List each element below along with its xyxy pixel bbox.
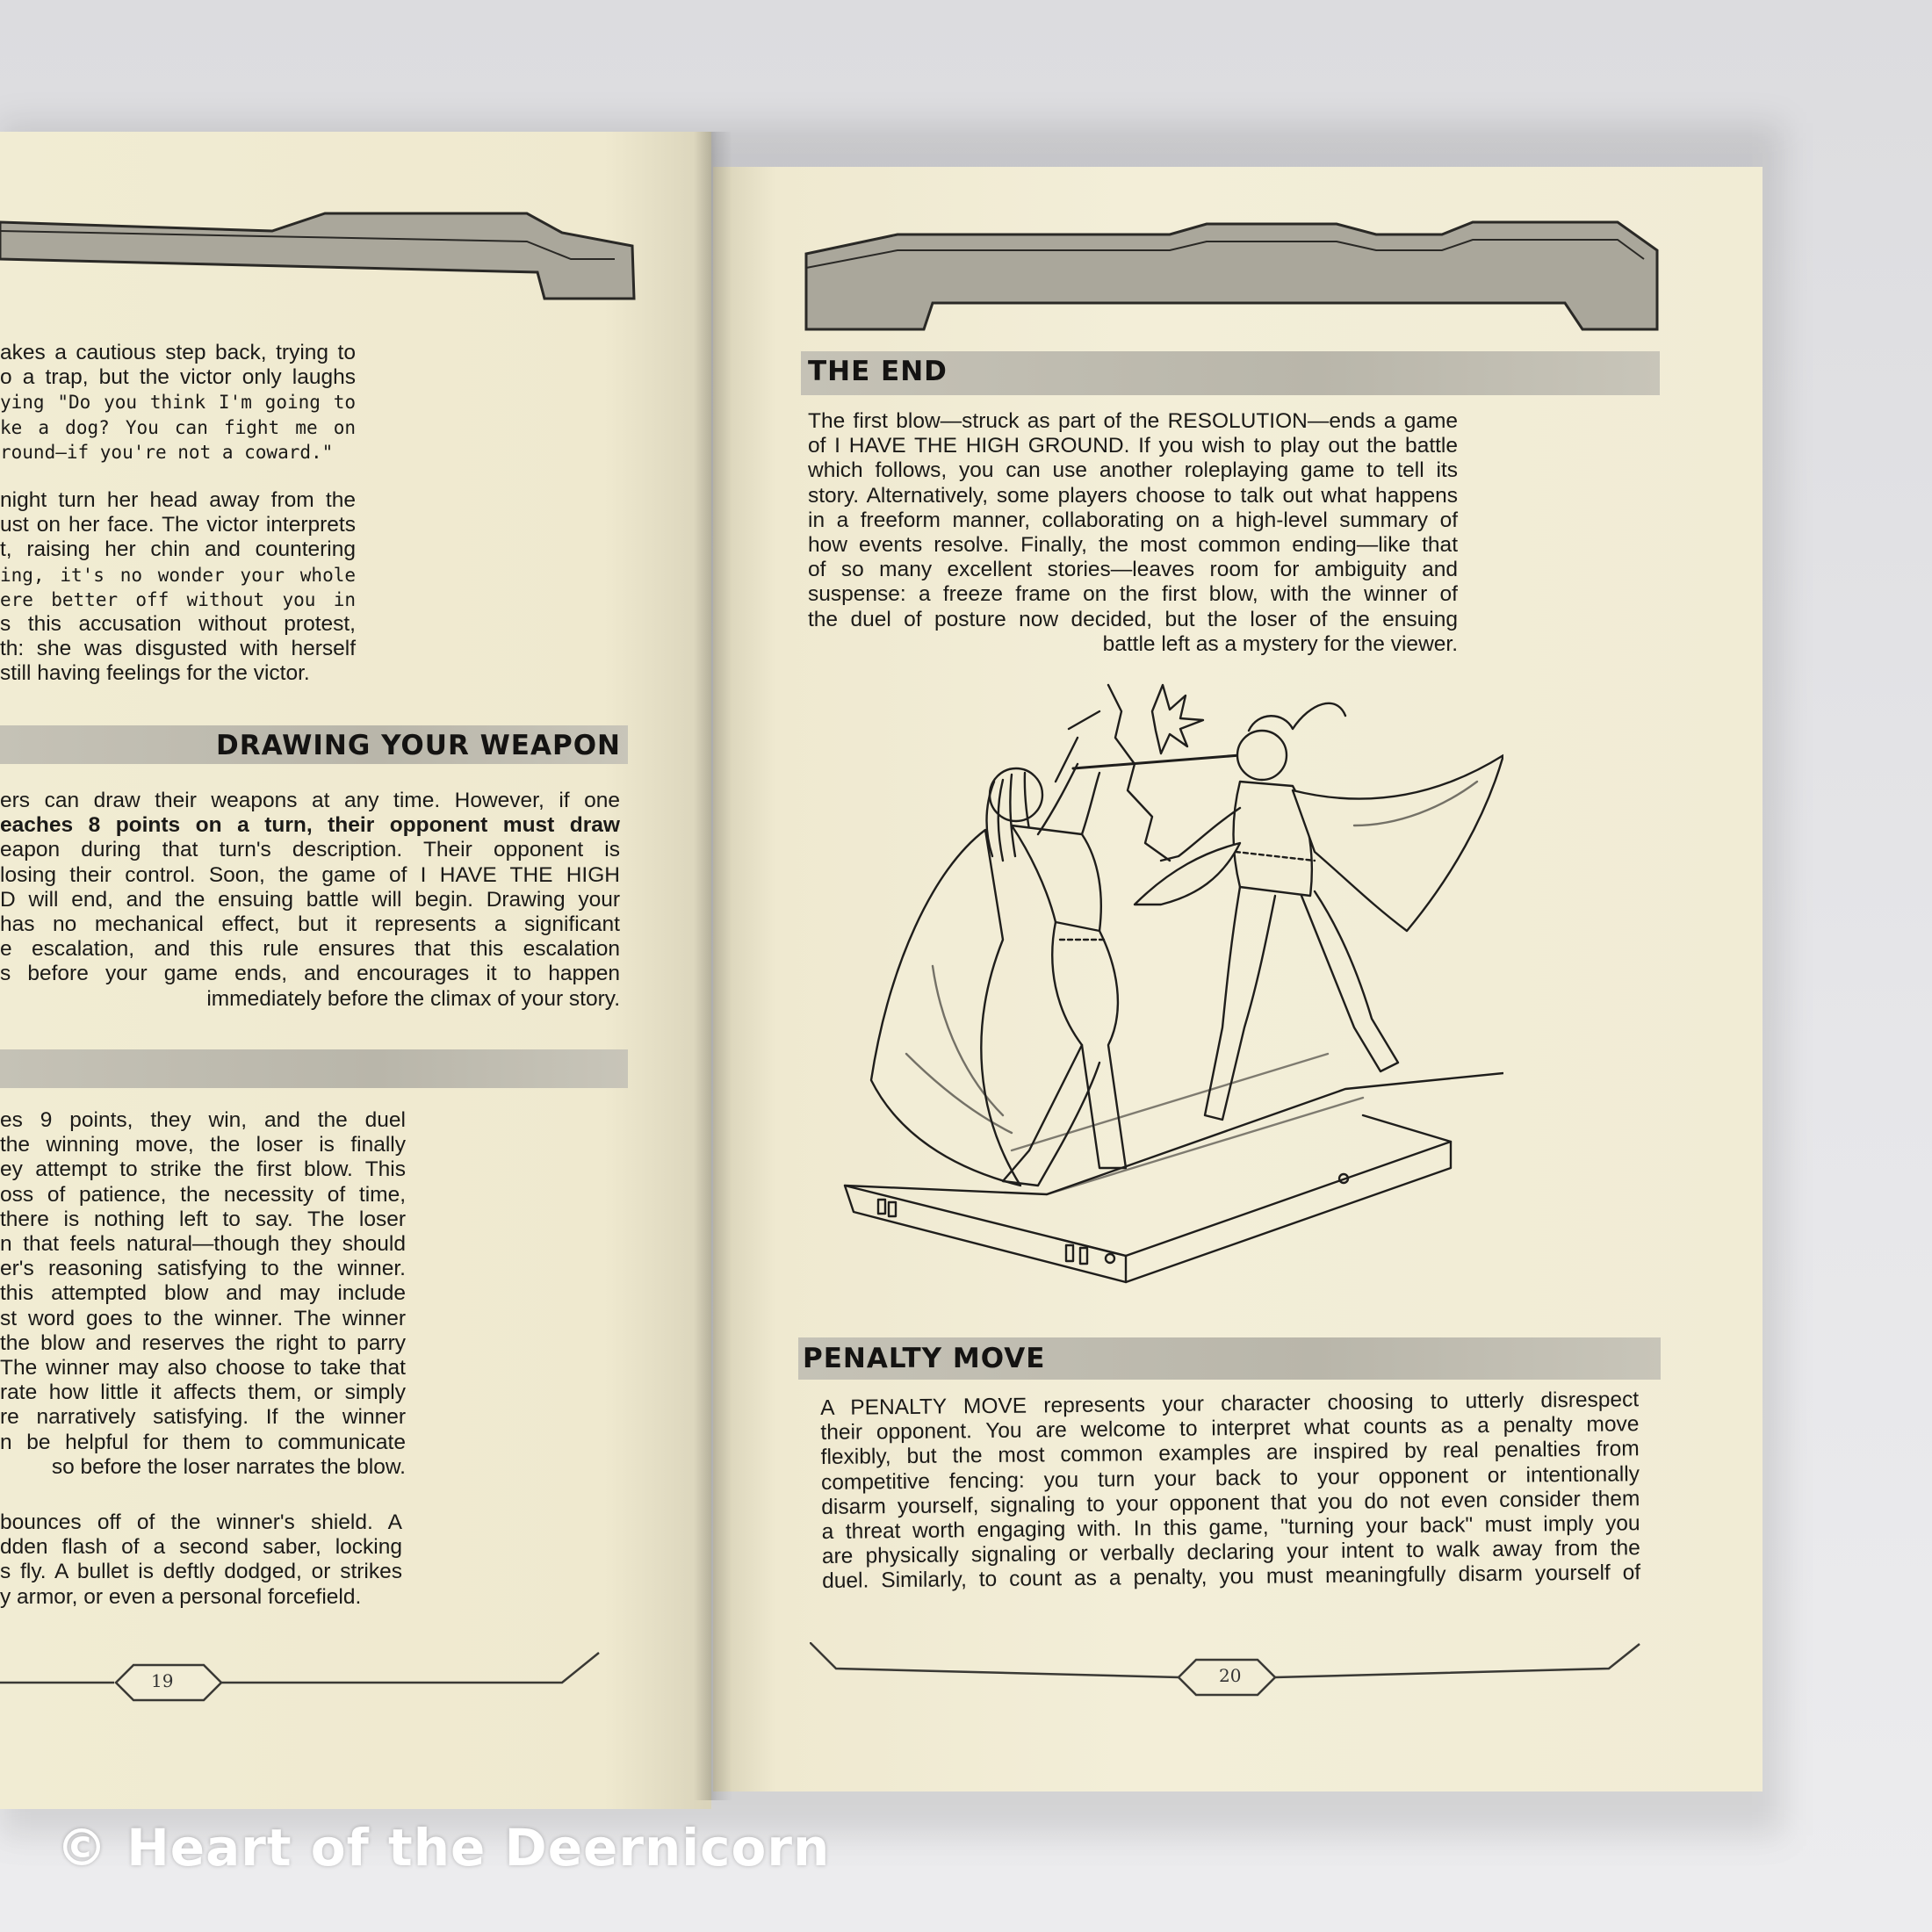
text-line: ere better off without you in bbox=[0, 588, 356, 610]
text-line: re narratively satisfying. If the winner bbox=[0, 1405, 406, 1430]
text-line: y armor, or even a personal forcefield. bbox=[0, 1584, 362, 1609]
left-intro-paragraph bbox=[0, 341, 356, 465]
text-line: of so many excellent stories—leaves room for ambiguity and bbox=[808, 558, 1458, 582]
text-line: battle left as a mystery for the viewer. bbox=[1102, 631, 1458, 656]
text-line: competitive fencing: you turn your back to your opponent or intentionally bbox=[820, 1461, 1640, 1495]
penalty-move-paragraph bbox=[820, 1388, 1640, 1594]
section-heading-penalty-move: PENALTY MOVE bbox=[803, 1343, 1046, 1374]
text-line: are physically signaling or verbally declaring your intent to walk away from the bbox=[821, 1536, 1641, 1569]
text-line: D will end, and the ensuing battle will begin. Drawing your bbox=[0, 887, 620, 912]
winning-paragraph bbox=[0, 1108, 406, 1480]
text-line: story. Alternatively, some players choose to talk out what happens bbox=[808, 483, 1458, 508]
left-page-footer-ornament bbox=[0, 1642, 615, 1712]
text-line: n that feels natural—though they should bbox=[0, 1232, 406, 1257]
text-line: oss of patience, the necessity of time, bbox=[0, 1182, 406, 1207]
text-line: The winner may also choose to take that bbox=[0, 1356, 406, 1381]
text-line: A PENALTY MOVE represents your character choosing to utterly disrespect bbox=[820, 1388, 1640, 1420]
left-page bbox=[0, 132, 711, 1809]
text-line: the blow and reserves the right to parry bbox=[0, 1330, 406, 1355]
text-line: eapon during that turn's description. Their opponent is bbox=[0, 838, 620, 862]
text-line: flexibly, but the most common examples are inspired by real penalties from bbox=[820, 1437, 1640, 1470]
text-line: the winning move, the loser is finally bbox=[0, 1133, 406, 1157]
text-line: the duel of posture now decided, but the loser of the ensuing bbox=[808, 607, 1458, 631]
duel-illustration bbox=[836, 676, 1503, 1291]
text-line: s before your game ends, and encourages it to happen bbox=[0, 962, 620, 986]
right-page-banner-ornament bbox=[801, 215, 1679, 338]
text-line: dden flash of a second saber, locking bbox=[0, 1535, 402, 1560]
page-number: 19 bbox=[151, 1670, 174, 1691]
text-line: of I HAVE THE HIGH GROUND. If you wish to play out the battle bbox=[808, 434, 1458, 458]
text-line: o a trap, but the victor only laughs bbox=[0, 365, 356, 390]
text-line: round—if you're not a coward." bbox=[0, 441, 334, 463]
section-heading-the-end: THE END bbox=[808, 356, 948, 387]
text-line: st word goes to the winner. The winner bbox=[0, 1306, 406, 1330]
drawing-weapon-paragraph bbox=[0, 789, 620, 1012]
text-line: which follows, you can use another roleplaying game to tell its bbox=[808, 458, 1458, 483]
copyright-watermark: © Heart of the Deernicorn bbox=[56, 1818, 831, 1878]
text-line: still having feelings for the victor. bbox=[0, 661, 310, 686]
text-line: ing, it's no wonder your whole bbox=[0, 564, 356, 586]
text-line: s this accusation without protest, bbox=[0, 612, 356, 637]
left-page-banner-ornament bbox=[0, 206, 641, 303]
text-line: this attempted blow and may include bbox=[0, 1281, 406, 1306]
text-line: s fly. A bullet is deftly dodged, or strikes bbox=[0, 1560, 402, 1584]
section-heading-drawing-your-weapon: DRAWING YOUR WEAPON bbox=[215, 730, 621, 761]
text-line: duel. Similarly, to count as a penalty, you must meaningfully disarm yourself of bbox=[822, 1561, 1641, 1594]
book-spine-gutter bbox=[694, 132, 732, 1800]
text-line: akes a cautious step back, trying to bbox=[0, 341, 356, 364]
right-page bbox=[713, 167, 1763, 1791]
text-line: es 9 points, they win, and the duel bbox=[0, 1108, 406, 1132]
text-line: night turn her head away from the bbox=[0, 488, 356, 512]
the-end-paragraph bbox=[808, 409, 1458, 657]
text-line: how events resolve. Finally, the most common ending—like that bbox=[808, 533, 1458, 558]
text-line: The first blow—struck as part of the RESOLUTION—ends a game bbox=[808, 409, 1458, 433]
text-line: ying "Do you think I'm going to bbox=[0, 392, 356, 414]
text-line: there is nothing left to say. The loser bbox=[0, 1207, 406, 1231]
text-line: e escalation, and this rule ensures that this escalation bbox=[0, 937, 620, 962]
text-line: th: she was disgusted with herself bbox=[0, 637, 356, 661]
text-line: er's reasoning satisfying to the winner. bbox=[0, 1257, 406, 1281]
heading-bar bbox=[0, 1049, 628, 1088]
text-line: losing their control. Soon, the game of I HAVE THE HIGH bbox=[0, 862, 620, 887]
text-line: immediately before the climax of your story. bbox=[206, 986, 620, 1011]
text-line: so before the loser narrates the blow. bbox=[51, 1454, 406, 1479]
text-line: eaches 8 points on a turn, their opponent must draw bbox=[0, 813, 620, 838]
bounce-paragraph bbox=[0, 1510, 402, 1610]
text-line: rate how little it affects them, or simply bbox=[0, 1381, 406, 1405]
text-line: in a freeform manner, collaborating on a high-level summary of bbox=[808, 508, 1458, 532]
page-number: 20 bbox=[1219, 1665, 1242, 1686]
text-line: t, raising her chin and countering bbox=[0, 537, 356, 562]
text-line: n be helpful for them to communicate bbox=[0, 1430, 406, 1454]
text-line: ey attempt to strike the first blow. This bbox=[0, 1157, 406, 1182]
text-line: a threat worth engaging with. In this game, "turning your back" must imply you bbox=[821, 1511, 1640, 1545]
text-line: suspense: a freeze frame on the first blow, with the winner of bbox=[808, 582, 1458, 607]
left-second-paragraph bbox=[0, 488, 356, 687]
text-line: ke a dog? You can fight me on bbox=[0, 416, 356, 438]
text-line: ers can draw their weapons at any time. However, if one bbox=[0, 789, 620, 812]
text-line: disarm yourself, signaling to your opponent that you do not even consider them bbox=[821, 1487, 1640, 1519]
text-line: bounces off of the winner's shield. A bbox=[0, 1510, 402, 1534]
text-line: has no mechanical effect, but it represents a significant bbox=[0, 912, 620, 937]
text-line: ust on her face. The victor interprets bbox=[0, 513, 356, 537]
text-line: their opponent. You are welcome to interpret what counts as a penalty move bbox=[820, 1412, 1640, 1445]
